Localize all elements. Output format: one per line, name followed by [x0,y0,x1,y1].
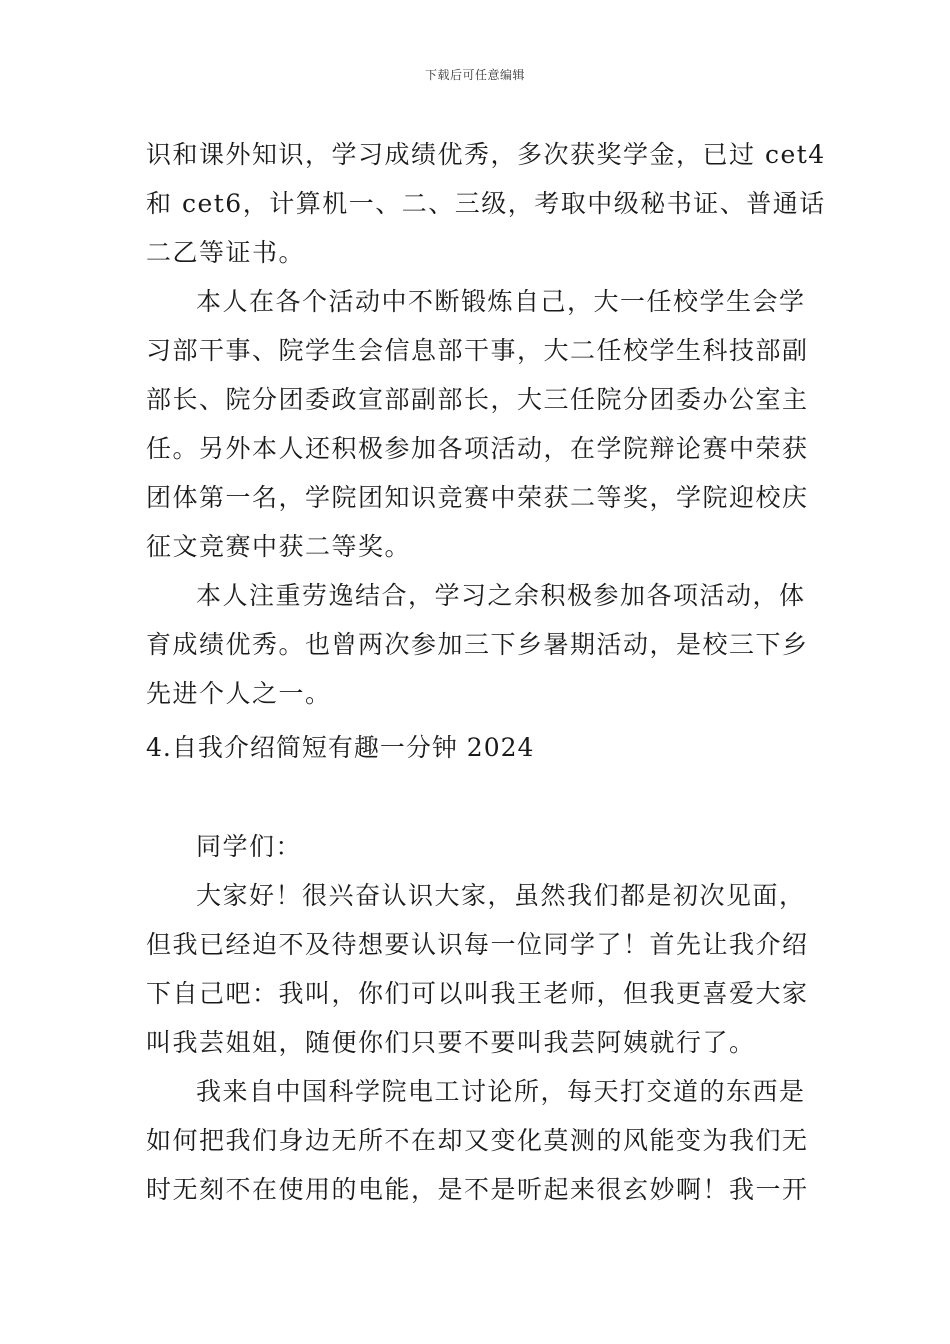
text-line: 征文竞赛中获二等奖。 [146,532,412,561]
section-heading: 4.自我介绍简短有趣一分钟 2024 [146,733,535,762]
salutation-line: 同学们： [196,832,303,861]
paragraph-start-line: 我来自中国科学院电工讨论所，每天打交道的东西是 [196,1077,806,1106]
text-line: 识和课外知识，学习成绩优秀，多次获奖学金，已过 cet4 [146,140,826,169]
paragraph-start-line: 本人在各个活动中不断锻炼自己，大一任校学生会学 [196,287,806,316]
text-line: 但我已经迫不及待想要认识每一位同学了！首先让我介绍 [146,930,809,959]
text-line: 习部干事、院学生会信息部干事，大二任校学生科技部副 [146,336,809,365]
document-body-section-2 [146,822,808,1214]
text-line: 先进个人之一。 [146,679,332,708]
text-line: 任。另外本人还积极参加各项活动，在学院辩论赛中荣获 [146,434,809,463]
page-header: 下载后可任意编辑 [424,68,525,82]
text-line: 部长、院分团委政宣部副部长，大三任院分团委办公室主 [146,385,809,414]
text-line: 叫我芸姐姐，随便你们只要不要叫我芸阿姨就行了。 [146,1028,756,1057]
paragraph-start-line: 本人注重劳逸结合，学习之余积极参加各项活动，体 [196,581,806,610]
text-line: 和 cet6，计算机一、二、三级，考取中级秘书证、普通话 [146,189,826,218]
text-line: 时无刻不在使用的电能，是不是听起来很玄妙啊！我一开 [146,1175,809,1204]
text-line: 育成绩优秀。也曾两次参加三下乡暑期活动，是校三下乡 [146,630,809,659]
text-line: 如何把我们身边无所不在却又变化莫测的风能变为我们无 [146,1126,809,1155]
paragraph-start-line: 大家好！很兴奋认识大家，虽然我们都是初次见面， [196,881,806,910]
text-line: 团体第一名，学院团知识竞赛中荣获二等奖，学院迎校庆 [146,483,809,512]
document-body-section-1 [146,130,826,718]
text-line: 二乙等证书。 [146,238,306,267]
text-line: 下自己吧：我叫，你们可以叫我王老师，但我更喜爱大家 [146,979,809,1008]
